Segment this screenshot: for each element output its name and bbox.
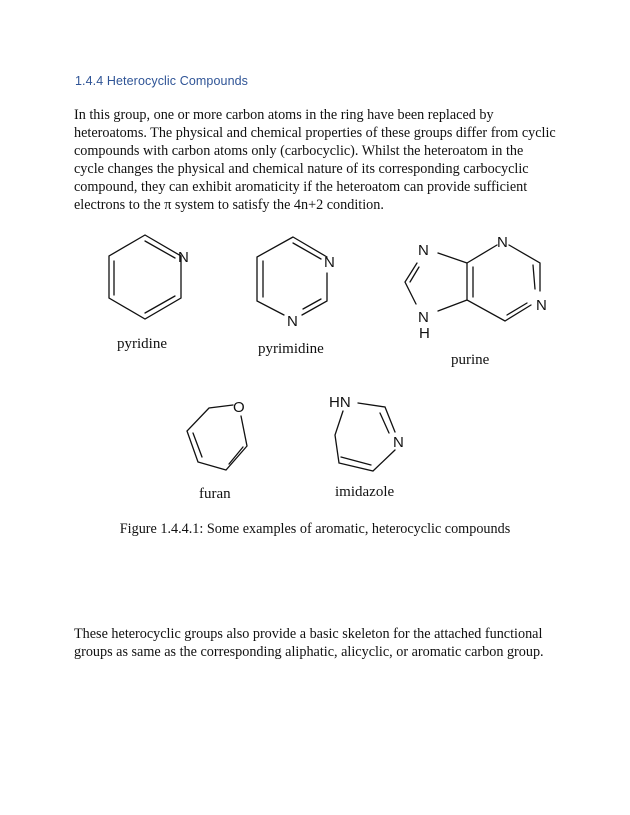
pyridine-label: pyridine <box>117 336 167 352</box>
furan-label: furan <box>199 486 231 502</box>
imidazole-label: imidazole <box>335 484 395 500</box>
imidazole-structure <box>335 403 395 471</box>
pyrimidine-label: pyrimidine <box>258 341 324 357</box>
heterocycle-figure <box>95 225 565 515</box>
purine-n-atom-2: N <box>536 297 547 314</box>
section-heading: 1.4.4 Heterocyclic Compounds <box>75 74 249 88</box>
imidazole-n-atom: N <box>393 434 404 451</box>
purine-n-atom-4: N <box>418 309 429 326</box>
purine-label: purine <box>451 352 490 368</box>
pyridine-structure <box>109 235 181 319</box>
purine-n-atom-3: N <box>418 242 429 259</box>
imidazole-hn-atom: HN <box>329 394 351 411</box>
pyrimidine-n-atom-1: N <box>324 254 335 271</box>
structures-drawing <box>95 225 565 515</box>
pyridine-n-atom: N <box>178 249 189 266</box>
intro-paragraph: In this group, one or more carbon atoms in the ring have been replaced by heteroatoms. The physical and chemical properties of these groups differ from cyclic compounds with carbon atoms only (carbocyclic). Whilst the heteroatom in the cycle changes the physical and chemical nature of its corresponding carbocyclic compound, they can exhibit aromaticity if the heteroatom can provide sufficient electrons to the π system to satisfy the 4n+2 condition. <box>74 107 556 213</box>
closing-paragraph: These heterocyclic groups also provide a basic skeleton for the attached functional groups as same as the corresponding aliphatic, alicyclic, or aromatic carbon group. <box>74 626 544 660</box>
pyrimidine-structure <box>257 237 327 315</box>
figure-caption: Figure 1.4.4.1: Some examples of aromatic, heterocyclic compounds <box>119 521 511 537</box>
furan-o-atom: O <box>233 399 245 416</box>
pyrimidine-n-atom-2: N <box>287 313 298 330</box>
purine-h-atom: H <box>419 325 430 342</box>
purine-n-atom-1: N <box>497 234 508 251</box>
